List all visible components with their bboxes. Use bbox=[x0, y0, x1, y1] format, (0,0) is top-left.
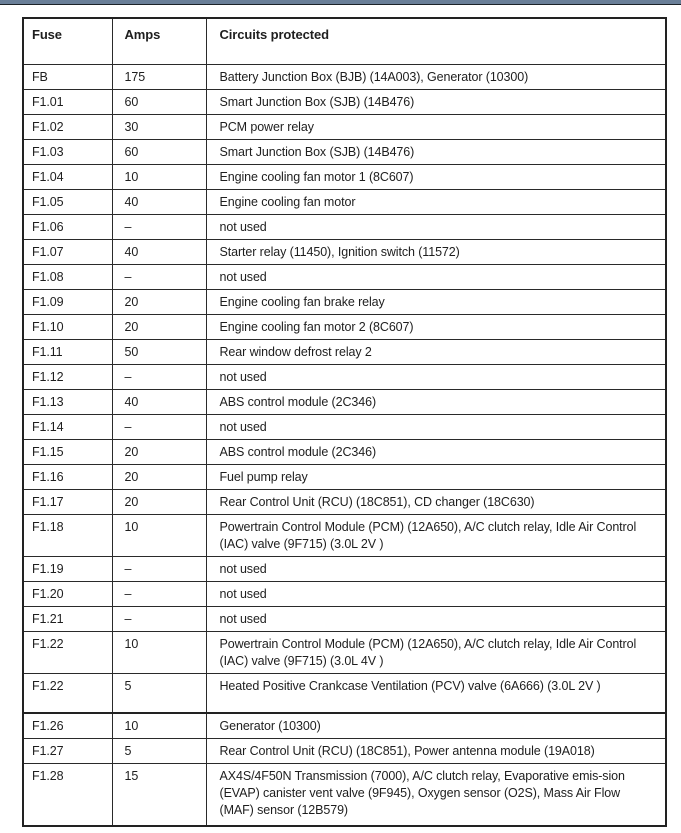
amps-cell: – bbox=[112, 607, 206, 632]
table-row bbox=[23, 215, 666, 240]
top-border-band bbox=[0, 0, 681, 5]
circuits-cell: ABS control module (2C346) bbox=[206, 390, 666, 415]
amps-cell: 5 bbox=[112, 739, 206, 764]
amps-cell: – bbox=[112, 557, 206, 582]
amps-cell: 40 bbox=[112, 190, 206, 215]
amps-cell: 60 bbox=[112, 90, 206, 115]
circuits-cell: Powertrain Control Module (PCM) (12A650), A/C clutch relay, Idle Air Control (IAC) valve (9F715) (3.0L 2V ) bbox=[206, 515, 666, 557]
table-row bbox=[23, 465, 666, 490]
table-row bbox=[23, 415, 666, 440]
amps-cell: 40 bbox=[112, 240, 206, 265]
fuse-cell: F1.04 bbox=[23, 165, 112, 190]
circuits-cell: Heated Positive Crankcase Ventilation (PCV) valve (6A666) (3.0L 2V ) bbox=[206, 674, 666, 714]
fuse-cell: F1.03 bbox=[23, 140, 112, 165]
circuits-cell: not used bbox=[206, 607, 666, 632]
circuits-cell: AX4S/4F50N Transmission (7000), A/C clutch relay, Evaporative emis-sion (EVAP) canister vent valve (9F945), Oxygen sensor (O2S), Mass Air Flow (MAF) sensor (12B579) bbox=[206, 764, 666, 827]
circuits-cell: Rear window defrost relay 2 bbox=[206, 340, 666, 365]
fuse-table bbox=[22, 17, 667, 827]
fuse-cell: F1.27 bbox=[23, 739, 112, 764]
fuse-cell: F1.05 bbox=[23, 190, 112, 215]
table-row bbox=[23, 440, 666, 465]
table-row bbox=[23, 115, 666, 140]
circuits-cell: Rear Control Unit (RCU) (18C851), Power antenna module (19A018) bbox=[206, 739, 666, 764]
circuits-cell: Engine cooling fan motor bbox=[206, 190, 666, 215]
circuits-cell: not used bbox=[206, 265, 666, 290]
amps-cell: 10 bbox=[112, 515, 206, 557]
amps-cell: – bbox=[112, 365, 206, 390]
fuse-cell: F1.17 bbox=[23, 490, 112, 515]
header-amps: Amps bbox=[112, 18, 206, 65]
circuits-cell: PCM power relay bbox=[206, 115, 666, 140]
table-row bbox=[23, 340, 666, 365]
table-row bbox=[23, 674, 666, 714]
amps-cell: 10 bbox=[112, 632, 206, 674]
amps-cell: 10 bbox=[112, 165, 206, 190]
table-row bbox=[23, 632, 666, 674]
amps-cell: 20 bbox=[112, 490, 206, 515]
table-row bbox=[23, 140, 666, 165]
circuits-cell: Engine cooling fan brake relay bbox=[206, 290, 666, 315]
amps-cell: 30 bbox=[112, 115, 206, 140]
table-row bbox=[23, 240, 666, 265]
fuse-cell: F1.08 bbox=[23, 265, 112, 290]
amps-cell: 40 bbox=[112, 390, 206, 415]
circuits-cell: Engine cooling fan motor 1 (8C607) bbox=[206, 165, 666, 190]
fuse-cell: F1.28 bbox=[23, 764, 112, 827]
amps-cell: 20 bbox=[112, 315, 206, 340]
fuse-cell: F1.13 bbox=[23, 390, 112, 415]
table-row bbox=[23, 65, 666, 90]
table-row bbox=[23, 515, 666, 557]
circuits-cell: not used bbox=[206, 557, 666, 582]
table-row bbox=[23, 557, 666, 582]
table-row bbox=[23, 265, 666, 290]
table-row bbox=[23, 490, 666, 515]
circuits-cell: Battery Junction Box (BJB) (14A003), Generator (10300) bbox=[206, 65, 666, 90]
table-row bbox=[23, 90, 666, 115]
circuits-cell: not used bbox=[206, 415, 666, 440]
circuits-cell: not used bbox=[206, 365, 666, 390]
amps-cell: – bbox=[112, 215, 206, 240]
circuits-cell: Fuel pump relay bbox=[206, 465, 666, 490]
amps-cell: 20 bbox=[112, 465, 206, 490]
circuits-cell: Generator (10300) bbox=[206, 713, 666, 739]
table-row bbox=[23, 607, 666, 632]
header-fuse: Fuse bbox=[23, 18, 112, 65]
fuse-cell: F1.22 bbox=[23, 674, 112, 714]
fuse-cell: F1.11 bbox=[23, 340, 112, 365]
fuse-cell: F1.20 bbox=[23, 582, 112, 607]
fuse-cell: F1.22 bbox=[23, 632, 112, 674]
circuits-cell: ABS control module (2C346) bbox=[206, 440, 666, 465]
header-circuits: Circuits protected bbox=[206, 18, 666, 65]
table-row bbox=[23, 739, 666, 764]
fuse-cell: F1.19 bbox=[23, 557, 112, 582]
circuits-cell: Engine cooling fan motor 2 (8C607) bbox=[206, 315, 666, 340]
table-row bbox=[23, 365, 666, 390]
table-row bbox=[23, 764, 666, 827]
circuits-cell: not used bbox=[206, 582, 666, 607]
fuse-cell: F1.01 bbox=[23, 90, 112, 115]
fuse-cell: F1.18 bbox=[23, 515, 112, 557]
amps-cell: – bbox=[112, 415, 206, 440]
amps-cell: 20 bbox=[112, 440, 206, 465]
table-row bbox=[23, 713, 666, 739]
circuits-cell: Smart Junction Box (SJB) (14B476) bbox=[206, 140, 666, 165]
fuse-cell: F1.26 bbox=[23, 713, 112, 739]
table-row bbox=[23, 582, 666, 607]
amps-cell: 175 bbox=[112, 65, 206, 90]
fuse-cell: F1.07 bbox=[23, 240, 112, 265]
amps-cell: 5 bbox=[112, 674, 206, 714]
amps-cell: 15 bbox=[112, 764, 206, 827]
amps-cell: 10 bbox=[112, 713, 206, 739]
circuits-cell: Starter relay (11450), Ignition switch (11572) bbox=[206, 240, 666, 265]
amps-cell: 50 bbox=[112, 340, 206, 365]
table-row bbox=[23, 290, 666, 315]
circuits-cell: Smart Junction Box (SJB) (14B476) bbox=[206, 90, 666, 115]
amps-cell: – bbox=[112, 265, 206, 290]
fuse-cell: F1.09 bbox=[23, 290, 112, 315]
fuse-cell: F1.10 bbox=[23, 315, 112, 340]
fuse-cell: F1.15 bbox=[23, 440, 112, 465]
table-row bbox=[23, 315, 666, 340]
table-header-row bbox=[23, 18, 666, 65]
fuse-cell: F1.16 bbox=[23, 465, 112, 490]
fuse-cell: F1.06 bbox=[23, 215, 112, 240]
circuits-cell: Powertrain Control Module (PCM) (12A650), A/C clutch relay, Idle Air Control (IAC) valve (9F715) (3.0L 4V ) bbox=[206, 632, 666, 674]
table-row bbox=[23, 390, 666, 415]
fuse-cell: FB bbox=[23, 65, 112, 90]
amps-cell: 60 bbox=[112, 140, 206, 165]
table-row bbox=[23, 165, 666, 190]
fuse-cell: F1.12 bbox=[23, 365, 112, 390]
fuse-cell: F1.02 bbox=[23, 115, 112, 140]
fuse-cell: F1.21 bbox=[23, 607, 112, 632]
circuits-cell: not used bbox=[206, 215, 666, 240]
table-row bbox=[23, 190, 666, 215]
fuse-cell: F1.14 bbox=[23, 415, 112, 440]
amps-cell: 20 bbox=[112, 290, 206, 315]
circuits-cell: Rear Control Unit (RCU) (18C851), CD changer (18C630) bbox=[206, 490, 666, 515]
amps-cell: – bbox=[112, 582, 206, 607]
